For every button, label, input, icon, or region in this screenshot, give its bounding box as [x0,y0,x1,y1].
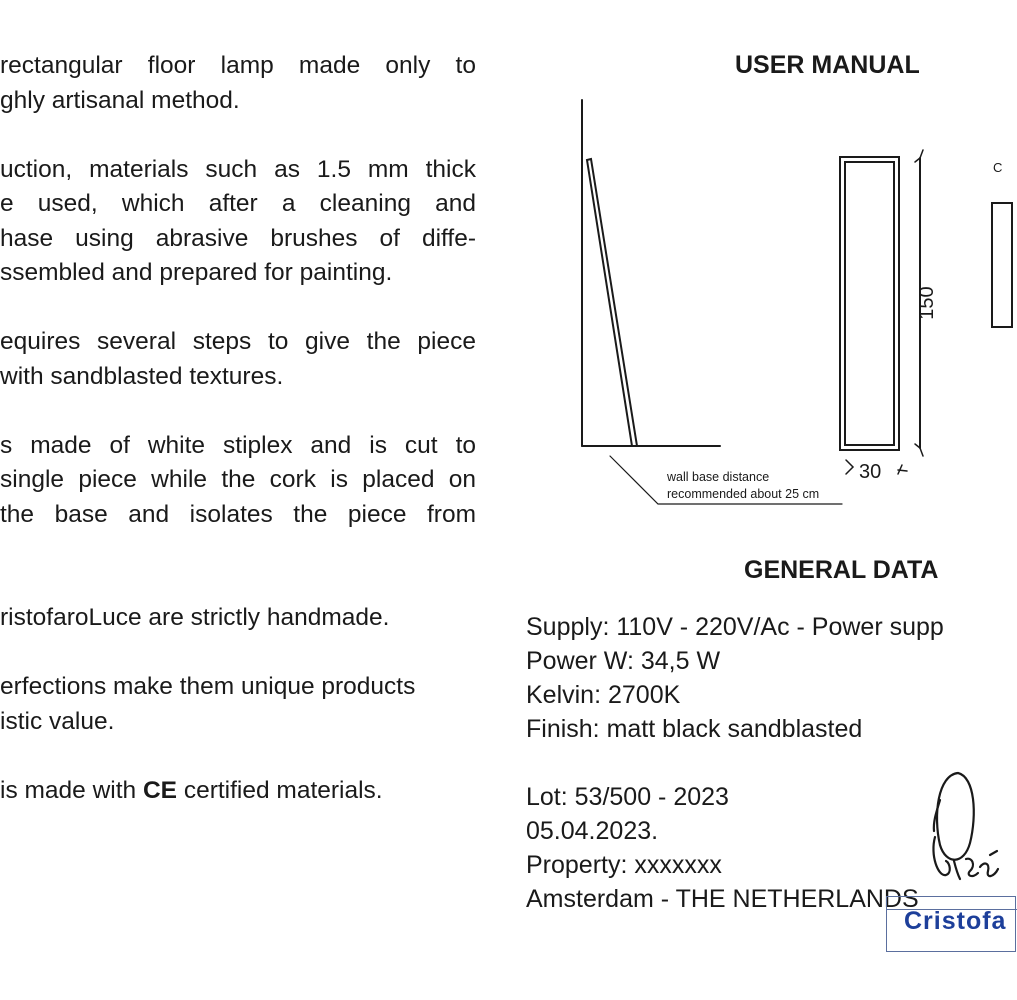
description-line-13: erfections make them unique products [0,673,416,700]
description-line-11: the base and isolates the piece from [0,500,476,528]
general-data-title: GENERAL DATA [744,556,939,584]
user-manual-title: USER MANUAL [735,51,920,79]
ce-mark: CE [142,776,178,804]
description-line-3: uction, materials such as 1.5 mm thick [0,155,476,183]
width-dimension-label: 30 [859,461,882,483]
lamp-front-outer [840,157,899,450]
paragraph-gap [0,567,476,602]
description-line-5: hase using abrasive brushes of diffe- [0,224,476,252]
lamp-cross-section [992,203,1012,327]
width-tick-left [846,460,853,474]
width-tick-right [898,465,907,474]
ce-suffix: certified materials. [177,776,383,804]
paragraph-gap [0,636,476,671]
description-line-7: equires several steps to give the piece [0,328,476,355]
description-line-10: single piece while the cork is placed on [0,466,476,493]
wall-distance-note-line-2: recommended about 25 cm [667,487,820,501]
production-date: 05.04.2023. [526,817,659,845]
description-line-1: rectangular floor lamp made only to [0,52,476,79]
paragraph-gap [0,118,476,153]
description-line-9: s made of white stiplex and is cut to [0,431,476,459]
lamp-front-inner [845,162,894,445]
description-line-2: ghly artisanal method. [0,86,240,114]
company-stamp [886,896,1016,952]
description-line-14: istic value. [0,707,115,735]
paragraph-gap [0,739,476,774]
lamp-side-view [587,159,637,446]
lot-number: Lot: 53/500 - 2023 [526,783,729,811]
paragraph-gap [0,532,476,567]
power-spec: Power W: 34,5 W [526,647,721,675]
lamp-technical-drawing [570,90,1003,510]
kelvin-spec: Kelvin: 2700K [526,681,681,709]
property-field: Property: xxxxxxx [526,851,722,879]
paragraph-gap [0,394,476,429]
paragraph-gap [0,291,476,326]
wall-distance-note-line-1: wall base distance [667,470,770,484]
description-line-4: e used, which after a cleaning and [0,190,476,217]
supply-spec: Supply: 110V - 220V/Ac - Power supp [526,613,944,641]
description-line-8: with sandblasted textures. [0,362,284,390]
finish-spec: Finish: matt black sandblasted [526,715,863,743]
location-line: Amsterdam - THE NETHERLANDS [526,885,919,913]
stamp-text: Cristofa [904,907,1007,935]
handwritten-signature [880,765,1000,895]
ce-line [0,774,476,809]
description-text [0,49,476,808]
ce-prefix: is made with [0,776,143,804]
height-dimension-label: 150 [916,286,938,320]
description-line-6: ssembled and prepared for painting. [0,259,393,286]
cut-label: C [993,160,1003,175]
description-line-12: ristofaroLuce are strictly handmade. [0,604,390,631]
